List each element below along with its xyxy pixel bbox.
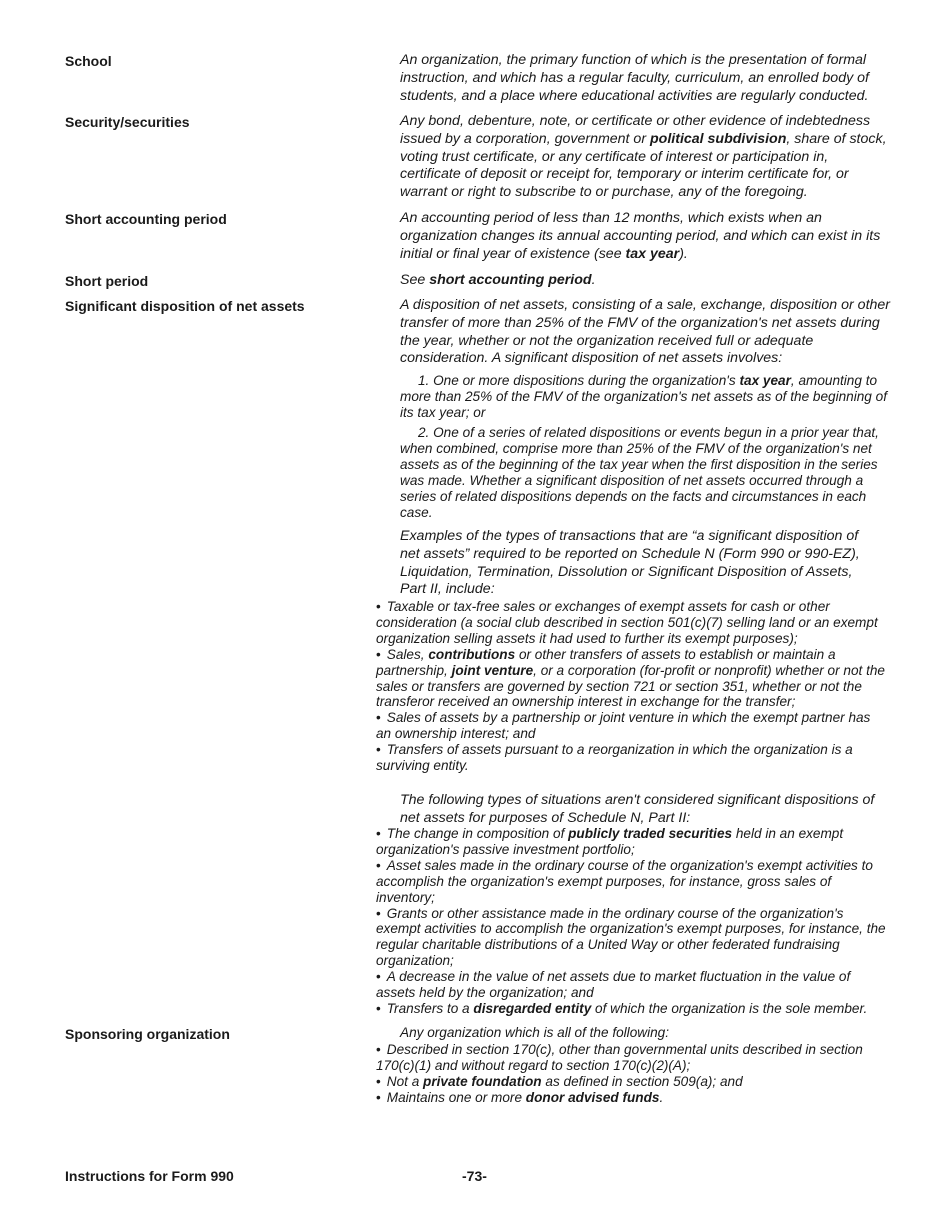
link-contributions: contributions [428,646,516,662]
def-security: Any bond, debenture, note, or certificate or other evidence of indebtedness issued by a corporation, government or political subdivision, share of stock, voting trust certificate, or any certificate of interest or participation in, certificate of deposit or receipt for, temporary or interim certificate for, or warrant or right to subscribe to or purchase, any of the foregoing. [400,113,887,201]
list-item: • Transfers to a disregarded entity of which the organization is the sole member. [376,1001,888,1017]
list-item: • Sales of assets by a partnership or joint venture in which the exempt partner has an ownership interest; and [376,710,888,742]
link-political-subdivision: political subdivision [650,130,787,147]
link-joint-venture: joint venture [451,662,534,678]
significant-non-intro: The following types of situations aren't considered significant dispositions of net assets for purposes of Schedule N, Part II: [400,792,875,826]
page-number: -73- [462,1168,487,1184]
significant-item-2: 2. One of a series of related dispositions or events begun in a prior year that, when combined, comprise more than 25% of the FMV of the organization's net assets as of the beginning of the tax year when the first disposition in the series was made. Whether a significant disposition of net assets occurred through a series of related dispositions depends on the facts and circumstances in each case. [400,425,879,520]
term-short-period: Short period [65,273,149,289]
significant-item-1: 1. One or more dispositions during the organization's tax year, amounting to more than 25% of the FMV of the organization's net assets as of the beginning of its tax year; or [400,373,887,420]
list-item: • Transfers of assets pursuant to a reorganization in which the organization is a surviving entity. [376,742,888,774]
sponsoring-list [376,1042,888,1106]
list-item: • A decrease in the value of net assets due to market fluctuation in the value of assets held by the organization; and [376,969,888,1001]
link-short-accounting-period: short accounting period [429,272,592,288]
def-short-accounting-period: An accounting period of less than 12 months, which exists when an organization changes its annual accounting period, and which can exist in its initial or final year of existence (see tax year). [400,210,881,262]
list-item: • Grants or other assistance made in the ordinary course of the organization's exempt activities to accomplish the organization's exempt purposes, for instance, the regular charitable distributions of a United Way or other federated fundraising organization; [376,906,888,970]
def-sponsoring-intro: Any organization which is all of the following: [400,1025,670,1040]
term-school: School [65,53,112,69]
list-item: • Not a private foundation as defined in section 509(a); and [376,1074,888,1090]
def-school: An organization, the primary function of which is the presentation of formal instruction, and which has a regular faculty, curriculum, an enrolled body of students, and a place where educational activities are regularly conducted. [400,52,869,104]
list-item: • Described in section 170(c), other than governmental units described in section 170(c)(1) and without regard to section 170(c)(2)(A); [376,1042,888,1074]
link-publicly-traded-securities: publicly traded securities [568,826,733,841]
significant-examples-intro: Examples of the types of transactions that are “a significant disposition of net assets” required to be reported on Schedule N (Form 990 or 990-EZ), Liquidation, Termination, Dissolution or Significant Disposition of Assets, Part II, include: [400,528,860,598]
list-item: • Taxable or tax-free sales or exchanges of exempt assets for cash or other consideration (a social club described in section 501(c)(7) selling land or an exempt organization selling assets it had used to further its exempt purposes); [376,599,888,647]
term-security: Security/securities [65,114,190,130]
footer-title: Instructions for Form 990 [65,1168,234,1184]
link-donor-advised-funds: donor advised funds [525,1089,660,1105]
term-short-accounting-period: Short accounting period [65,211,227,227]
significant-non-list [376,826,888,1017]
def-significant-disposition-intro: A disposition of net assets, consisting of a sale, exchange, disposition or other transfer of more than 25% of the FMV of the organization's net assets during the year, whether or not the organization received full or adequate consideration. A significant disposition of net assets involves: [400,297,891,367]
link-disregarded-entity: disregarded entity [473,1000,592,1016]
term-significant-disposition: Significant disposition of net assets [65,298,305,314]
term-sponsoring-organization: Sponsoring organization [65,1026,230,1042]
list-item: • Asset sales made in the ordinary course of the organization's exempt activities to accomplish the organization's exempt purposes, for instance, gross sales of inventory; [376,858,888,906]
link-tax-year: tax year [625,245,680,262]
list-item: • Maintains one or more donor advised funds. [376,1090,888,1106]
list-item: • The change in composition of publicly traded securities held in an exempt organization's passive investment portfolio; [376,826,888,858]
list-item: • Sales, contributions or other transfers of assets to establish or maintain a partnership, joint venture, or a corporation (for-profit or nonprofit) whether or not the sales or transfers are governed by section 721 or section 351, whether or not the transferor received an ownership interest in exchange for the transfer; [376,647,888,711]
def-short-period: See short accounting period. [400,272,596,288]
link-private-foundation: private foundation [423,1073,542,1089]
significant-examples-list [376,599,888,774]
link-tax-year: tax year [739,373,791,388]
